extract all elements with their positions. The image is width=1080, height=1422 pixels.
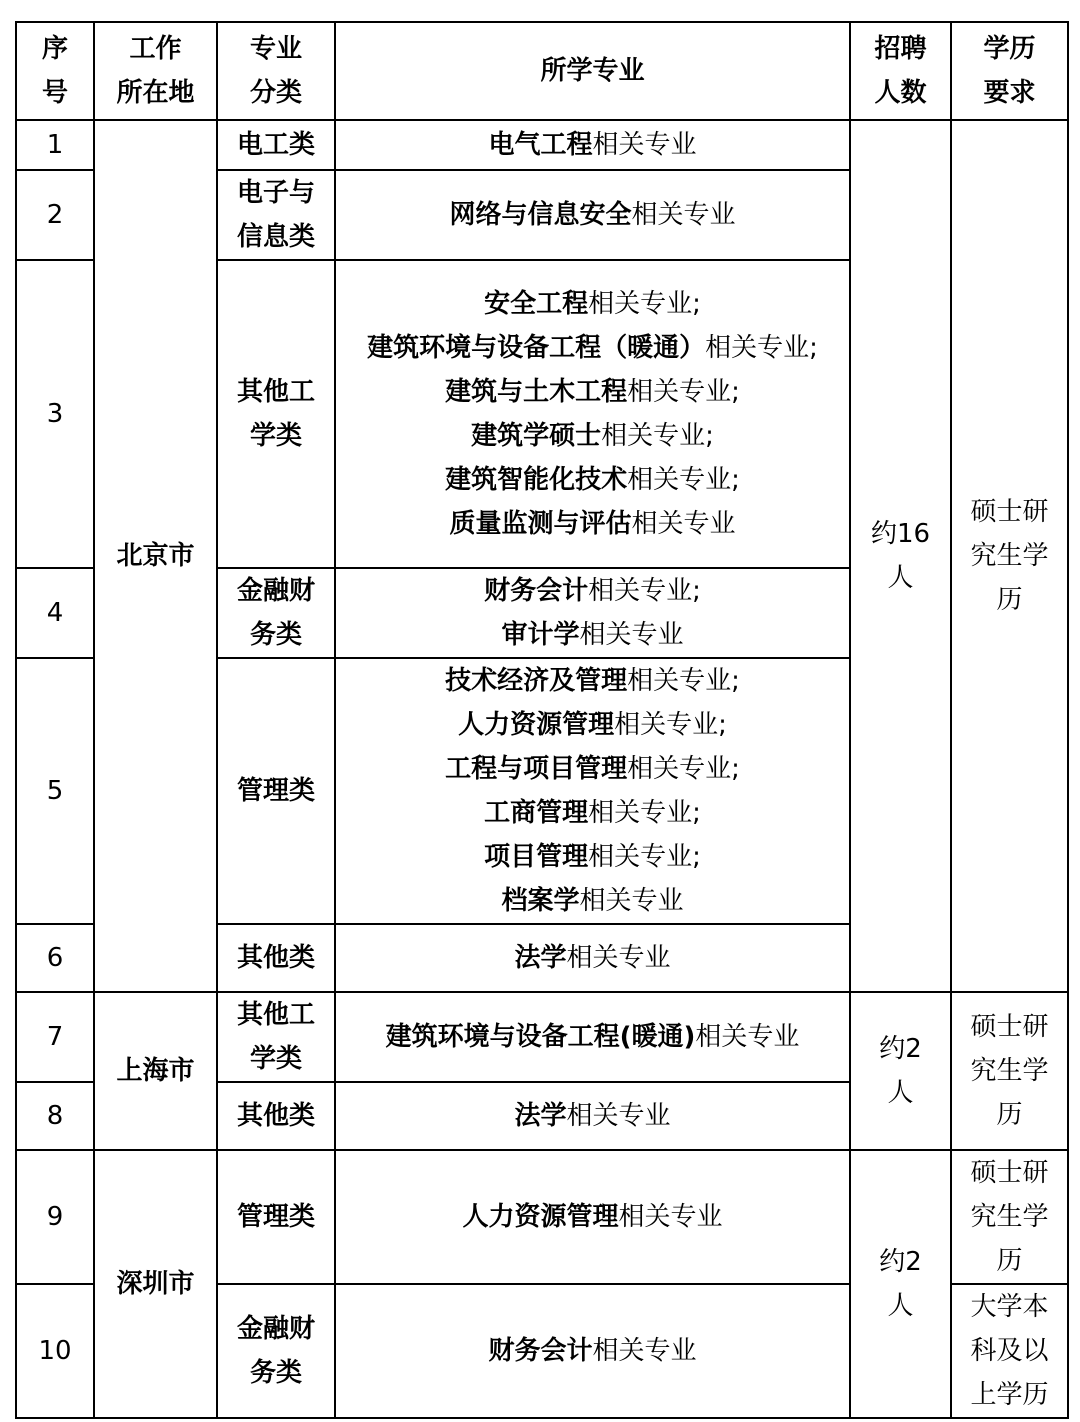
header-education: 学历 要求 [951, 22, 1068, 120]
table-row [16, 120, 1068, 170]
seq-cell: 9 [16, 1150, 94, 1284]
category-cell: 其他工 学类 [217, 992, 335, 1082]
header-count: 招聘 人数 [850, 22, 951, 120]
category-cell: 电工类 [217, 120, 335, 170]
major-cell: 财务会计相关专业; 审计学相关专业 [335, 568, 850, 658]
table-row [16, 1150, 1068, 1284]
seq-cell: 6 [16, 924, 94, 992]
education-cell-shanghai: 硕士研 究生学 历 [951, 992, 1068, 1150]
major-cell: 电气工程相关专业 [335, 120, 850, 170]
category-cell: 其他类 [217, 1082, 335, 1150]
major-cell: 建筑环境与设备工程(暖通)相关专业 [335, 992, 850, 1082]
location-cell-shanghai: 上海市 [94, 992, 217, 1150]
seq-cell: 1 [16, 120, 94, 170]
category-cell: 管理类 [217, 658, 335, 924]
category-cell: 其他类 [217, 924, 335, 992]
count-cell-shenzhen: 约2 人 [850, 1150, 951, 1418]
major-cell: 法学相关专业 [335, 1082, 850, 1150]
header-location: 工作 所在地 [94, 22, 217, 120]
major-cell: 法学相关专业 [335, 924, 850, 992]
seq-cell: 10 [16, 1284, 94, 1418]
category-cell: 电子与 信息类 [217, 170, 335, 260]
count-cell-beijing: 约16 人 [850, 120, 951, 992]
category-cell: 金融财 务类 [217, 1284, 335, 1418]
category-cell: 其他工 学类 [217, 260, 335, 568]
education-cell-beijing: 硕士研 究生学 历 [951, 120, 1068, 992]
seq-cell: 8 [16, 1082, 94, 1150]
header-category: 专业 分类 [217, 22, 335, 120]
header-row [16, 22, 1068, 120]
category-cell: 管理类 [217, 1150, 335, 1284]
seq-cell: 5 [16, 658, 94, 924]
category-cell: 金融财 务类 [217, 568, 335, 658]
count-cell-shanghai: 约2 人 [850, 992, 951, 1150]
education-cell-shenzhen-master: 硕士研 究生学 历 [951, 1150, 1068, 1284]
major-cell: 人力资源管理相关专业 [335, 1150, 850, 1284]
seq-cell: 4 [16, 568, 94, 658]
major-cell: 财务会计相关专业 [335, 1284, 850, 1418]
major-cell: 技术经济及管理相关专业; 人力资源管理相关专业; 工程与项目管理相关专业; 工商管理相关专业; 项目管理相关专业; 档案学相关专业 [335, 658, 850, 924]
header-major: 所学专业 [335, 22, 850, 120]
seq-cell: 2 [16, 170, 94, 260]
education-cell-shenzhen-bachelor: 大学本 科及以 上学历 [951, 1284, 1068, 1418]
location-cell-shenzhen: 深圳市 [94, 1150, 217, 1418]
seq-cell: 7 [16, 992, 94, 1082]
recruitment-table [15, 21, 1069, 1419]
header-seq: 序 号 [16, 22, 94, 120]
major-cell: 安全工程相关专业; 建筑环境与设备工程（暖通）相关专业; 建筑与土木工程相关专业; 建筑学硕士相关专业; 建筑智能化技术相关专业; 质量监测与评估相关专业 [335, 260, 850, 568]
seq-cell: 3 [16, 260, 94, 568]
major-cell: 网络与信息安全相关专业 [335, 170, 850, 260]
table-row [16, 992, 1068, 1082]
location-cell-beijing: 北京市 [94, 120, 217, 992]
